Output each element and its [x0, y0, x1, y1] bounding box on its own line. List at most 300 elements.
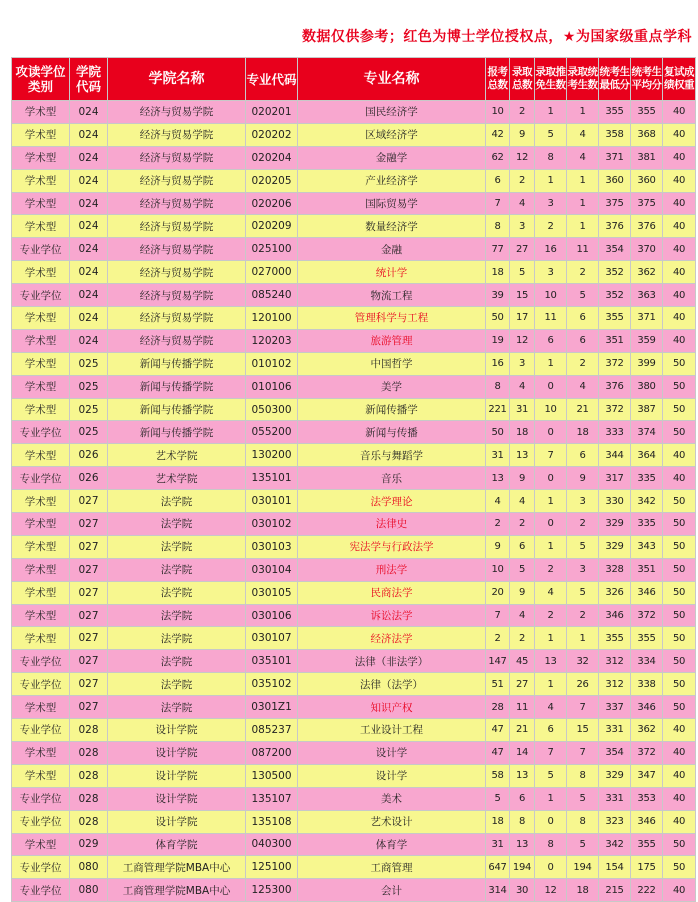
cell-min-score: 331 — [599, 787, 631, 810]
cell-admitted: 27 — [510, 238, 535, 261]
cell-major-name: 音乐 — [298, 467, 486, 490]
cell-exam-admitted: 9 — [567, 467, 599, 490]
cell-retest-weight: 50 — [663, 375, 696, 398]
cell-college-name: 经济与贸易学院 — [108, 101, 246, 124]
cell-exempt: 1 — [535, 169, 567, 192]
cell-admitted: 9 — [510, 581, 535, 604]
cell-avg-score: 175 — [631, 856, 663, 879]
cell-major-code: 010106 — [246, 375, 298, 398]
cell-exam-admitted: 2 — [567, 604, 599, 627]
cell-college-code: 028 — [70, 810, 108, 833]
cell-applicants: 50 — [486, 307, 510, 330]
cell-college-name: 法学院 — [108, 535, 246, 558]
cell-min-score: 331 — [599, 719, 631, 742]
cell-major-code: 027000 — [246, 261, 298, 284]
cell-min-score: 215 — [599, 879, 631, 902]
cell-degree-type: 学术型 — [12, 169, 70, 192]
cell-applicants: 7 — [486, 604, 510, 627]
cell-admitted: 6 — [510, 787, 535, 810]
cell-retest-weight: 50 — [663, 352, 696, 375]
table-row — [12, 513, 696, 536]
cell-major-name: 美术 — [298, 787, 486, 810]
cell-retest-weight: 40 — [663, 238, 696, 261]
cell-major-code: 135107 — [246, 787, 298, 810]
cell-major-name: 管理科学与工程 — [298, 307, 486, 330]
table-row — [12, 444, 696, 467]
cell-applicants: 62 — [486, 146, 510, 169]
cell-exempt: 3 — [535, 261, 567, 284]
cell-major-code: 030106 — [246, 604, 298, 627]
table-row — [12, 650, 696, 673]
cell-exam-admitted: 26 — [567, 673, 599, 696]
cell-exempt: 0 — [535, 810, 567, 833]
cell-exempt: 6 — [535, 329, 567, 352]
cell-major-name: 音乐与舞蹈学 — [298, 444, 486, 467]
cell-avg-score: 335 — [631, 467, 663, 490]
cell-avg-score: 364 — [631, 444, 663, 467]
header-exempt: 录取推免生数 — [535, 58, 567, 101]
cell-exam-admitted: 1 — [567, 169, 599, 192]
table-row — [12, 719, 696, 742]
cell-college-code: 025 — [70, 421, 108, 444]
cell-exam-admitted: 194 — [567, 856, 599, 879]
cell-college-code: 024 — [70, 146, 108, 169]
cell-admitted: 15 — [510, 284, 535, 307]
cell-major-code: 030101 — [246, 490, 298, 513]
cell-avg-score: 372 — [631, 604, 663, 627]
cell-exempt: 8 — [535, 146, 567, 169]
cell-major-code: 135101 — [246, 467, 298, 490]
table-row — [12, 192, 696, 215]
cell-degree-type: 学术型 — [12, 764, 70, 787]
cell-exam-admitted: 5 — [567, 581, 599, 604]
cell-admitted: 9 — [510, 467, 535, 490]
cell-exempt: 3 — [535, 192, 567, 215]
cell-college-code: 080 — [70, 879, 108, 902]
cell-applicants: 39 — [486, 284, 510, 307]
table-row — [12, 398, 696, 421]
cell-avg-score: 355 — [631, 101, 663, 124]
cell-admitted: 2 — [510, 169, 535, 192]
cell-retest-weight: 50 — [663, 513, 696, 536]
cell-college-name: 法学院 — [108, 513, 246, 536]
cell-college-code: 027 — [70, 696, 108, 719]
cell-avg-score: 346 — [631, 696, 663, 719]
cell-degree-type: 学术型 — [12, 581, 70, 604]
cell-college-code: 028 — [70, 764, 108, 787]
cell-admitted: 4 — [510, 604, 535, 627]
cell-applicants: 51 — [486, 673, 510, 696]
cell-degree-type: 学术型 — [12, 833, 70, 856]
cell-degree-type: 专业学位 — [12, 284, 70, 307]
cell-degree-type: 学术型 — [12, 192, 70, 215]
table-row — [12, 810, 696, 833]
cell-major-code: 035101 — [246, 650, 298, 673]
cell-admitted: 14 — [510, 741, 535, 764]
cell-college-name: 经济与贸易学院 — [108, 284, 246, 307]
cell-exempt: 0 — [535, 856, 567, 879]
cell-admitted: 2 — [510, 101, 535, 124]
cell-retest-weight: 40 — [663, 764, 696, 787]
cell-exam-admitted: 5 — [567, 284, 599, 307]
cell-college-name: 设计学院 — [108, 764, 246, 787]
cell-major-code: 020209 — [246, 215, 298, 238]
cell-exam-admitted: 1 — [567, 101, 599, 124]
cell-college-name: 经济与贸易学院 — [108, 146, 246, 169]
header-admitted: 录取总数 — [510, 58, 535, 101]
cell-avg-score: 362 — [631, 719, 663, 742]
cell-exam-admitted: 4 — [567, 375, 599, 398]
cell-college-name: 设计学院 — [108, 741, 246, 764]
cell-exempt: 2 — [535, 558, 567, 581]
cell-major-code: 020206 — [246, 192, 298, 215]
cell-min-score: 354 — [599, 238, 631, 261]
table-row — [12, 535, 696, 558]
cell-admitted: 3 — [510, 215, 535, 238]
cell-college-code: 029 — [70, 833, 108, 856]
cell-exempt: 7 — [535, 741, 567, 764]
cell-exam-admitted: 7 — [567, 741, 599, 764]
cell-major-name: 法学理论 — [298, 490, 486, 513]
cell-major-code: 120100 — [246, 307, 298, 330]
cell-avg-score: 372 — [631, 741, 663, 764]
cell-avg-score: 347 — [631, 764, 663, 787]
cell-avg-score: 362 — [631, 261, 663, 284]
cell-college-name: 法学院 — [108, 604, 246, 627]
cell-min-score: 326 — [599, 581, 631, 604]
cell-admitted: 5 — [510, 261, 535, 284]
table-body — [12, 101, 696, 902]
cell-major-code: 040300 — [246, 833, 298, 856]
cell-major-code: 020201 — [246, 101, 298, 124]
cell-exempt: 0 — [535, 513, 567, 536]
cell-min-score: 323 — [599, 810, 631, 833]
cell-college-name: 经济与贸易学院 — [108, 169, 246, 192]
cell-college-name: 新闻与传播学院 — [108, 375, 246, 398]
cell-major-name: 新闻传播学 — [298, 398, 486, 421]
cell-exam-admitted: 18 — [567, 879, 599, 902]
cell-degree-type: 学术型 — [12, 558, 70, 581]
cell-exempt: 2 — [535, 215, 567, 238]
cell-college-name: 设计学院 — [108, 787, 246, 810]
cell-exempt: 5 — [535, 123, 567, 146]
cell-exam-admitted: 3 — [567, 490, 599, 513]
cell-min-score: 371 — [599, 146, 631, 169]
cell-degree-type: 专业学位 — [12, 856, 70, 879]
cell-min-score: 330 — [599, 490, 631, 513]
cell-degree-type: 学术型 — [12, 741, 70, 764]
cell-exempt: 16 — [535, 238, 567, 261]
cell-applicants: 2 — [486, 627, 510, 650]
table-row — [12, 352, 696, 375]
cell-college-name: 体育学院 — [108, 833, 246, 856]
cell-degree-type: 学术型 — [12, 535, 70, 558]
cell-admitted: 13 — [510, 764, 535, 787]
cell-applicants: 2 — [486, 513, 510, 536]
cell-avg-score: 353 — [631, 787, 663, 810]
cell-degree-type: 学术型 — [12, 146, 70, 169]
cell-major-name: 宪法学与行政法学 — [298, 535, 486, 558]
header-retest-weight: 复试成绩权重 — [663, 58, 696, 101]
cell-degree-type: 学术型 — [12, 215, 70, 238]
cell-degree-type: 学术型 — [12, 261, 70, 284]
cell-major-name: 体育学 — [298, 833, 486, 856]
cell-min-score: 375 — [599, 192, 631, 215]
header-college-code: 学院代码 — [70, 58, 108, 101]
cell-college-code: 026 — [70, 444, 108, 467]
cell-degree-type: 专业学位 — [12, 421, 70, 444]
cell-retest-weight: 50 — [663, 490, 696, 513]
cell-applicants: 314 — [486, 879, 510, 902]
cell-applicants: 647 — [486, 856, 510, 879]
cell-degree-type: 学术型 — [12, 513, 70, 536]
cell-exam-admitted: 1 — [567, 215, 599, 238]
cell-exam-admitted: 5 — [567, 535, 599, 558]
cell-exam-admitted: 18 — [567, 421, 599, 444]
table-row — [12, 627, 696, 650]
cell-major-name: 金融学 — [298, 146, 486, 169]
cell-college-code: 028 — [70, 719, 108, 742]
cell-major-code: 025100 — [246, 238, 298, 261]
cell-college-name: 艺术学院 — [108, 467, 246, 490]
admissions-table — [11, 57, 696, 902]
table-header-row — [12, 58, 696, 101]
table-row — [12, 673, 696, 696]
cell-admitted: 30 — [510, 879, 535, 902]
cell-admitted: 4 — [510, 490, 535, 513]
cell-admitted: 31 — [510, 398, 535, 421]
cell-exempt: 1 — [535, 673, 567, 696]
cell-min-score: 376 — [599, 215, 631, 238]
cell-avg-score: 374 — [631, 421, 663, 444]
cell-admitted: 12 — [510, 329, 535, 352]
cell-exam-admitted: 2 — [567, 261, 599, 284]
cell-exam-admitted: 32 — [567, 650, 599, 673]
cell-applicants: 4 — [486, 490, 510, 513]
cell-retest-weight: 50 — [663, 673, 696, 696]
cell-admitted: 11 — [510, 696, 535, 719]
table-row — [12, 604, 696, 627]
cell-admitted: 2 — [510, 513, 535, 536]
cell-major-code: 130500 — [246, 764, 298, 787]
cell-applicants: 28 — [486, 696, 510, 719]
cell-exam-admitted: 5 — [567, 833, 599, 856]
cell-min-score: 346 — [599, 604, 631, 627]
header-college-name: 学院名称 — [108, 58, 246, 101]
cell-min-score: 344 — [599, 444, 631, 467]
cell-college-code: 027 — [70, 673, 108, 696]
cell-college-code: 024 — [70, 284, 108, 307]
cell-major-name: 统计学 — [298, 261, 486, 284]
cell-exam-admitted: 1 — [567, 627, 599, 650]
table-row — [12, 169, 696, 192]
cell-major-code: 020202 — [246, 123, 298, 146]
table-row — [12, 467, 696, 490]
cell-college-code: 024 — [70, 238, 108, 261]
cell-retest-weight: 40 — [663, 261, 696, 284]
cell-college-name: 经济与贸易学院 — [108, 329, 246, 352]
cell-applicants: 221 — [486, 398, 510, 421]
cell-min-score: 154 — [599, 856, 631, 879]
table-row — [12, 238, 696, 261]
cell-college-code: 024 — [70, 329, 108, 352]
cell-major-name: 工商管理 — [298, 856, 486, 879]
cell-college-name: 法学院 — [108, 627, 246, 650]
cell-college-name: 经济与贸易学院 — [108, 123, 246, 146]
cell-exempt: 1 — [535, 627, 567, 650]
cell-retest-weight: 50 — [663, 421, 696, 444]
cell-college-name: 工商管理学院MBA中心 — [108, 856, 246, 879]
header-degree-type: 攻读学位类别 — [12, 58, 70, 101]
cell-major-name: 艺术设计 — [298, 810, 486, 833]
cell-college-code: 028 — [70, 787, 108, 810]
cell-retest-weight: 40 — [663, 307, 696, 330]
table-row — [12, 856, 696, 879]
cell-major-code: 010102 — [246, 352, 298, 375]
cell-applicants: 50 — [486, 421, 510, 444]
cell-min-score: 355 — [599, 627, 631, 650]
cell-degree-type: 专业学位 — [12, 467, 70, 490]
cell-applicants: 8 — [486, 375, 510, 398]
cell-avg-score: 355 — [631, 627, 663, 650]
cell-avg-score: 399 — [631, 352, 663, 375]
table-row — [12, 421, 696, 444]
cell-college-code: 025 — [70, 352, 108, 375]
cell-admitted: 45 — [510, 650, 535, 673]
cell-avg-score: 371 — [631, 307, 663, 330]
cell-admitted: 5 — [510, 558, 535, 581]
cell-applicants: 147 — [486, 650, 510, 673]
cell-college-name: 法学院 — [108, 673, 246, 696]
cell-min-score: 352 — [599, 284, 631, 307]
cell-degree-type: 学术型 — [12, 375, 70, 398]
table-row — [12, 261, 696, 284]
cell-min-score: 355 — [599, 307, 631, 330]
cell-major-code: 030105 — [246, 581, 298, 604]
cell-major-code: 020204 — [246, 146, 298, 169]
cell-applicants: 7 — [486, 192, 510, 215]
cell-exam-admitted: 8 — [567, 764, 599, 787]
table-row — [12, 215, 696, 238]
cell-avg-score: 346 — [631, 581, 663, 604]
cell-exempt: 1 — [535, 352, 567, 375]
header-applicants: 报考总数 — [486, 58, 510, 101]
cell-retest-weight: 40 — [663, 467, 696, 490]
cell-applicants: 31 — [486, 833, 510, 856]
cell-avg-score: 359 — [631, 329, 663, 352]
cell-degree-type: 专业学位 — [12, 650, 70, 673]
cell-degree-type: 学术型 — [12, 490, 70, 513]
cell-college-name: 法学院 — [108, 581, 246, 604]
cell-min-score: 372 — [599, 352, 631, 375]
cell-retest-weight: 50 — [663, 581, 696, 604]
cell-college-name: 法学院 — [108, 696, 246, 719]
cell-exempt: 6 — [535, 719, 567, 742]
cell-min-score: 351 — [599, 329, 631, 352]
cell-exam-admitted: 1 — [567, 192, 599, 215]
cell-degree-type: 学术型 — [12, 604, 70, 627]
cell-retest-weight: 40 — [663, 741, 696, 764]
cell-major-name: 中国哲学 — [298, 352, 486, 375]
cell-major-code: 055200 — [246, 421, 298, 444]
cell-degree-type: 学术型 — [12, 627, 70, 650]
cell-avg-score: 346 — [631, 810, 663, 833]
cell-retest-weight: 40 — [663, 444, 696, 467]
cell-degree-type: 专业学位 — [12, 810, 70, 833]
cell-college-code: 024 — [70, 215, 108, 238]
cell-degree-type: 学术型 — [12, 696, 70, 719]
cell-admitted: 27 — [510, 673, 535, 696]
cell-applicants: 58 — [486, 764, 510, 787]
cell-college-name: 设计学院 — [108, 810, 246, 833]
cell-college-code: 024 — [70, 123, 108, 146]
cell-applicants: 18 — [486, 810, 510, 833]
cell-retest-weight: 40 — [663, 215, 696, 238]
cell-exempt: 1 — [535, 787, 567, 810]
table-row — [12, 284, 696, 307]
cell-college-code: 024 — [70, 101, 108, 124]
cell-college-name: 新闻与传播学院 — [108, 352, 246, 375]
cell-exam-admitted: 4 — [567, 146, 599, 169]
cell-exam-admitted: 2 — [567, 513, 599, 536]
cell-major-code: 050300 — [246, 398, 298, 421]
cell-admitted: 21 — [510, 719, 535, 742]
cell-exam-admitted: 11 — [567, 238, 599, 261]
cell-avg-score: 368 — [631, 123, 663, 146]
cell-college-code: 024 — [70, 307, 108, 330]
cell-applicants: 20 — [486, 581, 510, 604]
cell-applicants: 10 — [486, 558, 510, 581]
cell-major-name: 经济法学 — [298, 627, 486, 650]
cell-degree-type: 学术型 — [12, 444, 70, 467]
cell-major-name: 美学 — [298, 375, 486, 398]
cell-admitted: 3 — [510, 352, 535, 375]
cell-major-code: 120203 — [246, 329, 298, 352]
cell-retest-weight: 50 — [663, 627, 696, 650]
header-exam-admitted: 录取统考生数 — [567, 58, 599, 101]
cell-min-score: 337 — [599, 696, 631, 719]
cell-retest-weight: 40 — [663, 329, 696, 352]
cell-retest-weight: 50 — [663, 535, 696, 558]
cell-retest-weight: 40 — [663, 123, 696, 146]
cell-degree-type: 学术型 — [12, 352, 70, 375]
cell-applicants: 9 — [486, 535, 510, 558]
cell-major-name: 产业经济学 — [298, 169, 486, 192]
cell-avg-score: 363 — [631, 284, 663, 307]
cell-major-name: 金融 — [298, 238, 486, 261]
cell-retest-weight: 40 — [663, 284, 696, 307]
cell-exam-admitted: 3 — [567, 558, 599, 581]
cell-college-code: 024 — [70, 192, 108, 215]
cell-applicants: 13 — [486, 467, 510, 490]
cell-college-code: 025 — [70, 375, 108, 398]
cell-major-code: 035102 — [246, 673, 298, 696]
cell-applicants: 18 — [486, 261, 510, 284]
cell-exempt: 4 — [535, 581, 567, 604]
cell-major-name: 诉讼法学 — [298, 604, 486, 627]
header-avg-score: 统考生平均分 — [631, 58, 663, 101]
cell-exam-admitted: 2 — [567, 352, 599, 375]
cell-college-name: 艺术学院 — [108, 444, 246, 467]
cell-avg-score: 351 — [631, 558, 663, 581]
cell-college-name: 法学院 — [108, 558, 246, 581]
cell-major-code: 030107 — [246, 627, 298, 650]
cell-admitted: 8 — [510, 810, 535, 833]
cell-admitted: 13 — [510, 833, 535, 856]
cell-min-score: 376 — [599, 375, 631, 398]
cell-retest-weight: 40 — [663, 101, 696, 124]
table-row — [12, 833, 696, 856]
